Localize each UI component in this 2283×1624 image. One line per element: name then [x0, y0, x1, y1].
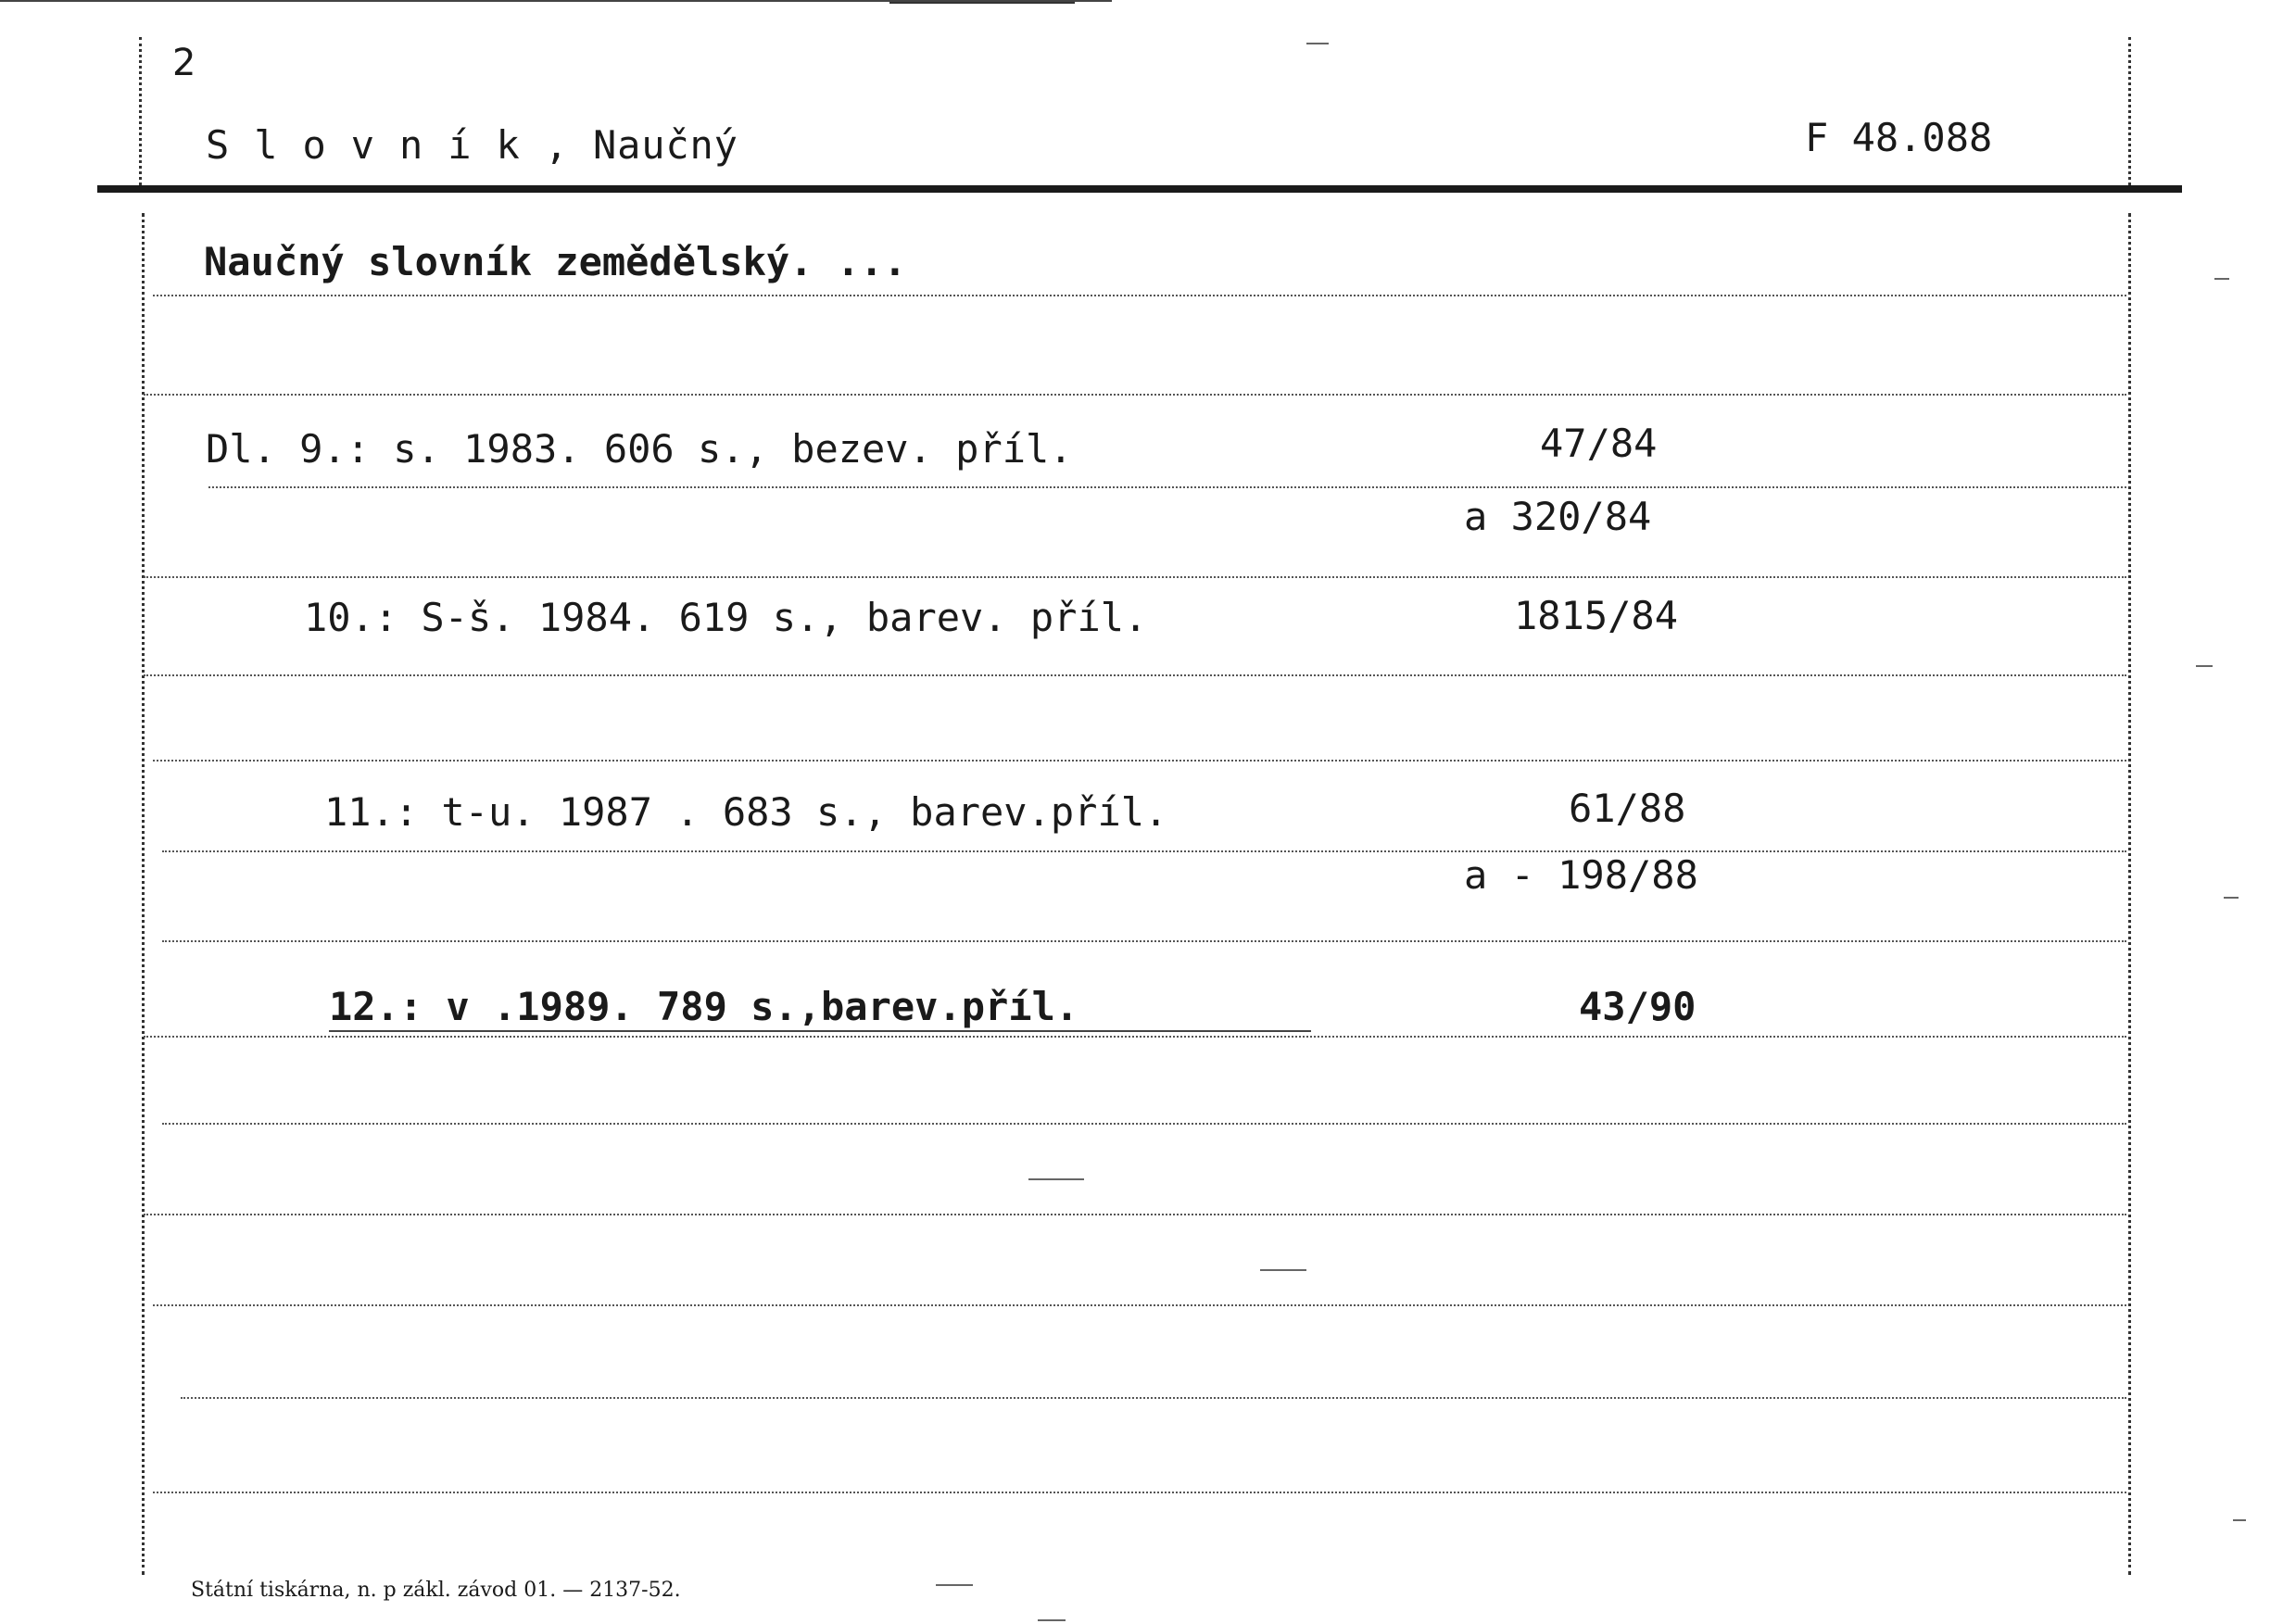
ruled-line [208, 486, 2126, 488]
shelf-signature: F 48.088 [1805, 115, 1993, 160]
underline [329, 1030, 1311, 1032]
ruled-line [144, 1214, 2126, 1215]
card-title: Naučný slovník zemědělský. ... [204, 239, 907, 284]
acquisition-number: 43/90 [1579, 984, 1696, 1029]
left-border [142, 213, 145, 1575]
speck [2196, 665, 2213, 667]
ruled-line [162, 850, 2126, 852]
ruled-line [162, 1123, 2126, 1125]
ruled-line [153, 1492, 2126, 1493]
printer-imprint: Státní tiskárna, n. p zákl. závod 01. — 2137-52. [191, 1579, 681, 1602]
volume-entry: 11.: t-u. 1987 . 683 s., barev.příl. [324, 789, 1168, 835]
ruled-line [144, 1036, 2126, 1038]
ruled-line [162, 940, 2126, 942]
speck [1038, 1619, 1066, 1621]
ruled-line [144, 576, 2126, 578]
volume-entry: 10.: S-š. 1984. 619 s., barev. příl. [304, 595, 1148, 640]
ruled-line [153, 295, 2126, 296]
ruled-line [181, 1397, 2126, 1399]
card-heading: S l o v n í k , Naučný [206, 122, 738, 168]
left-border-top [139, 37, 142, 185]
card-number: 2 [172, 42, 196, 84]
ruled-line [153, 1304, 2126, 1306]
acquisition-number: 61/88 [1569, 786, 1686, 831]
right-border [2128, 213, 2131, 1575]
acquisition-number: 47/84 [1540, 421, 1658, 466]
volume-entry: Dl. 9.: s. 1983. 606 s., bezev. příl. [206, 426, 1073, 472]
speck [2224, 897, 2239, 899]
acquisition-number: a 320/84 [1464, 494, 1652, 539]
speck [889, 2, 1075, 4]
ruled-line [144, 674, 2126, 676]
acquisition-number: 1815/84 [1514, 593, 1679, 638]
ruled-line [153, 760, 2126, 762]
heading-rule [97, 185, 2182, 193]
volume-entry: 12.: v .1989. 789 s.,barev.příl. [329, 984, 1079, 1029]
speck [1306, 43, 1329, 44]
right-border-top [2128, 37, 2131, 185]
speck [2233, 1519, 2246, 1521]
speck [2214, 278, 2229, 280]
speck [1260, 1269, 1306, 1271]
acquisition-number: a - 198/88 [1464, 852, 1698, 898]
ruled-line [144, 394, 2126, 396]
speck [1028, 1178, 1084, 1180]
speck [936, 1584, 973, 1586]
